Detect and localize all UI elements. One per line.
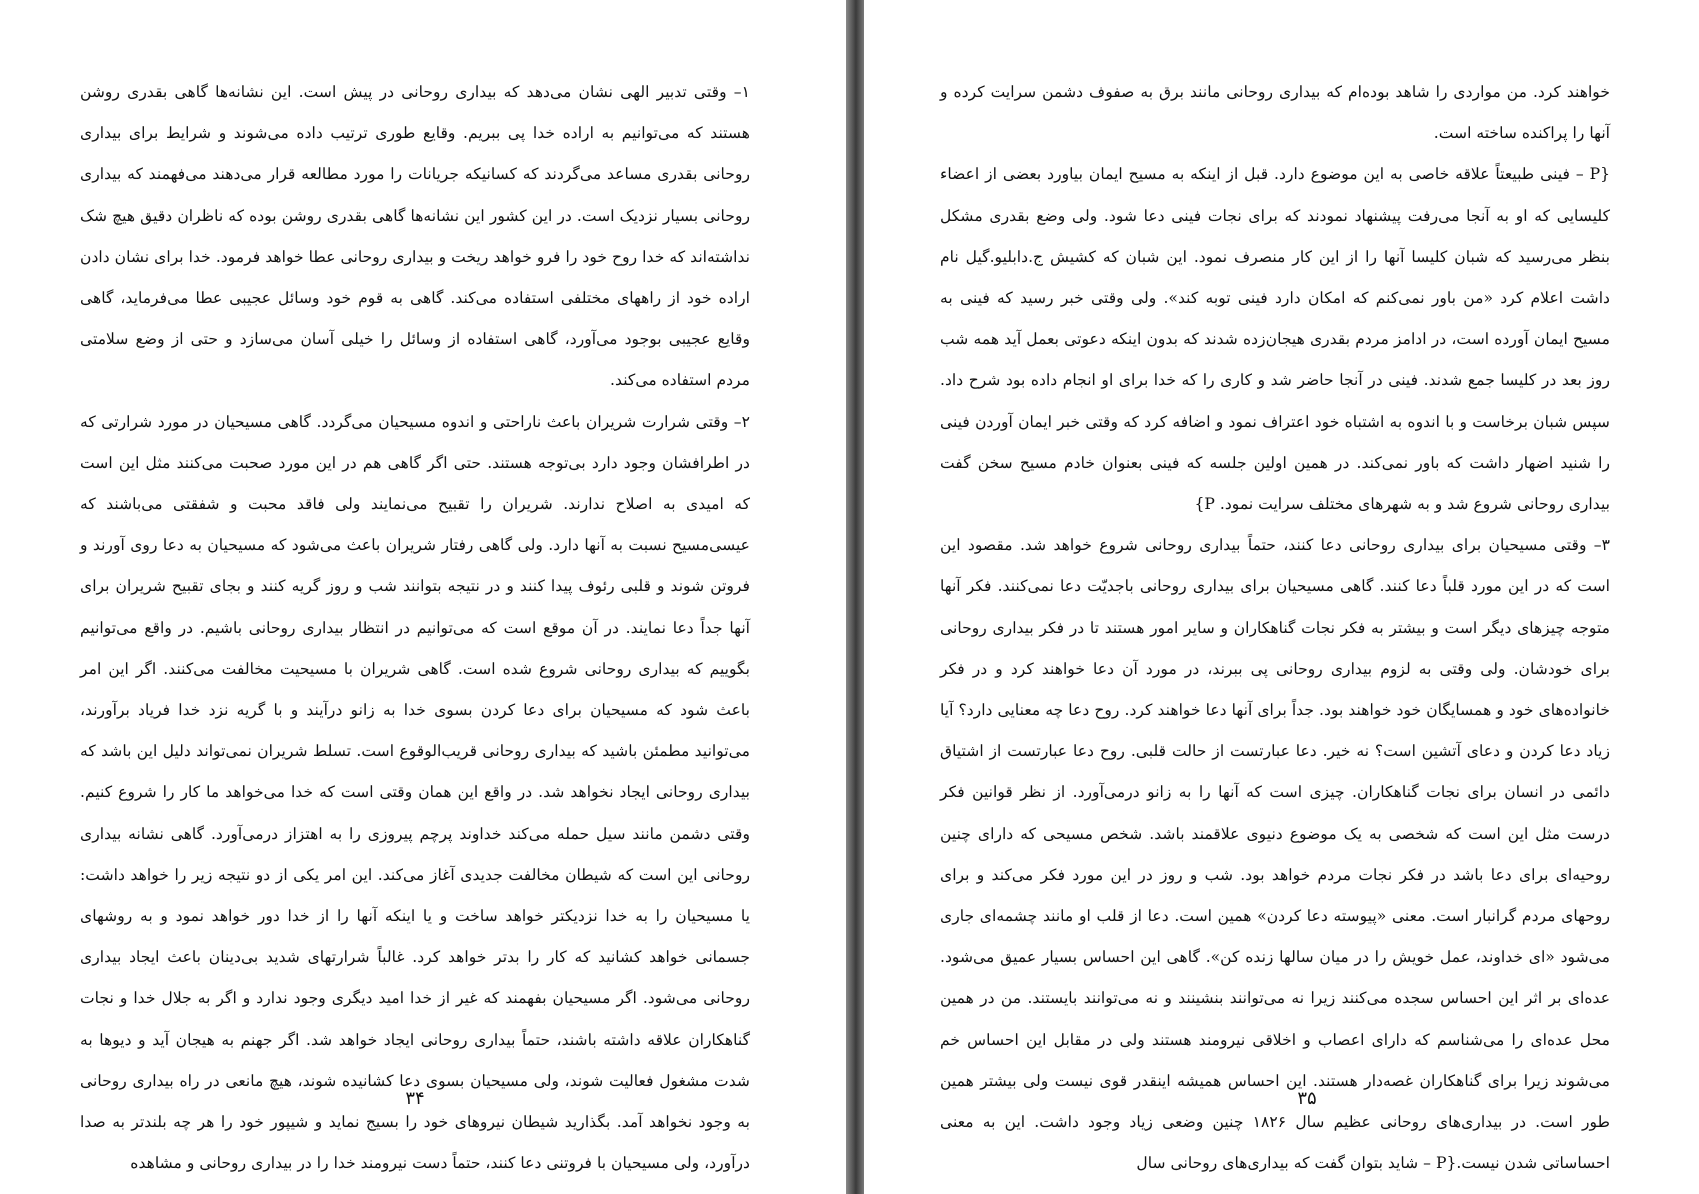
paragraph: ۱– وقتی تدبیر الهی نشان می‌دهد که بیداری روحانی در پیش است. این نشانه‌ها گاهی بقدری روشن هستند که می‌توانیم به اراده خدا پی ببریم. وقایع طوری ترتیب داده می‌شوند و شرایط برای بیداری روحانی بقدری مساعد می‌گردند که کسانیکه جریانات را مورد مطالعه قرار می‌دهند می‌فهمند که بیداری روحانی بسیار نزدیک است. در این کشور این نشانه‌ها گاهی بقدری روشن بوده که ناظران دقیق هیچ شک نداشته‌اند که خدا روح خود را فرو خواهد ریخت و بیداری روحانی عطا خواهد فرمود. خدا برای نشان دادن اراده خود از راههای مختلفی استفاده می‌کند. گاهی به قوم خود وسائل عجیبی عطا می‌فرماید، گاهی وقایع عجیبی بوجود می‌آورد، گاهی استفاده از وسائل را خیلی آسان می‌سازد و حتی از وضع سلامتی مردم استفاده می‌کند. xyxy=(80,83,750,390)
page-number: ۳۴ xyxy=(405,1088,425,1109)
paragraph: ۲– وقتی شرارت شریران باعث ناراحتی و اندوه مسیحیان می‌گردد. گاهی مسیحیان در مورد شرارتی که در اطرافشان وجود دارد بی‌توجه هستند. حتی اگر گاهی هم در این مورد صحبت می‌کنند مثل این است که امیدی به اصلاح ندارند. شریران را تقبیح می‌نمایند ولی فاقد محبت و شفقتی می‌باشند که عیسی‌مسیح نسبت به آنها دارد. ولی گاهی رفتار شریران باعث می‌شود که مسیحیان به دعا روی آورند و فروتن شوند و قلبی رئوف پیدا کنند و در نتیجه بتوانند شب و روز گریه کنند و بجای تقبیح شریران برای آنها جداً دعا نمایند. در آن موقع است که می‌توانیم در انتظار بیداری روحانی باشیم. در واقع می‌توانیم بگوییم که بیداری روحانی شروع شده است. گاهی شریران با مسیحیت مخالفت می‌کنند. اگر این امر باعث شود که مسیحیان برای دعا کردن بسوی خدا به زانو درآیند و با گریه نزد خدا فریاد برآورند، می‌توانید مطمئن باشید که بیداری روحانی قریب‌الوقوع است. تسلط شریران نمی‌تواند دلیل این باشد که بیداری روحانی ایجاد نخواهد شد. در واقع این همان وقتی است که خدا می‌خواهد ما کار را شروع کنیم. وقتی دشمن مانند سیل حمله می‌کند خداوند پرچم پیروزی را به اهتزاز درمی‌آورد. گاهی نشانه بیداری روحانی این است که شیطان مخالفت جدیدی آغاز می‌کند. این امر یکی از دو نتیجه زیر را خواهد داشت: یا مسیحیان را به خدا نزدیکتر خواهد ساخت و یا اینکه آنها را از خدا دور خواهد نمود و به روشهای جسمانی خواهد کشانید که کار را بدتر خواهد کرد. غالباً شرارتهای شدید بی‌دینان باعث ایجاد بیداری روحانی می‌شود. اگر مسیحیان بفهمند که غیر از خدا امید دیگری وجود ندارد و اگر به جلال خدا و نجات گناهکاران علاقه داشته باشند، حتماً بیداری روحانی ایجاد خواهد شد. اگر جهنم به هیجان آید و دیوها به شدت مشغول فعالیت شوند، ولی مسیحیان بسوی دعا کشانیده شوند، هیچ مانعی در راه بیداری روحانی به وجود نخواهد آمد. بگذارید شیطان نیروهای خود را بسیج نماید و شیپور خود را هر چه بلندتر به صدا درآورد، ولی مسیحیان با فروتنی دعا کنند، حتماً دست نیرومند خدا را در بیداری روحانی و مشاهده xyxy=(80,412,750,1173)
page-number: ۳۵ xyxy=(1297,1088,1317,1109)
right-page xyxy=(864,0,1699,1194)
right-page-text xyxy=(940,72,1610,1184)
paragraph: خواهند کرد. من مواردی را شاهد بوده‌ام که بیداری روحانی مانند برق به صفوف دشمن سرایت کرده و آنها را پراکنده ساخته است. xyxy=(940,83,1610,143)
paragraph: ۳– وقتی مسیحیان برای بیداری روحانی دعا کنند، حتماً بیداری روحانی شروع خواهد شد. مقصود این است که در این مورد قلباً دعا کنند. گاهی مسیحیان برای بیداری روحانی باجدیّت دعا نمی‌کنند. فکر آنها متوجه چیزهای دیگر است و بیشتر به فکر نجات گناهکاران و سایر امور هستند تا در فکر بیداری روحانی برای خودشان. ولی وقتی به لزوم بیداری روحانی پی ببرند، در مورد آن دعا خواهند کرد و در فکر خانواده‌های خود و همسایگان خود خواهند بود. جداً برای آنها دعا خواهند کرد. روح دعا چه معنایی دارد؟ آیا زیاد دعا کردن و دعای آتشین است؟ نه خیر. دعا عبارتست از حالت قلبی. روح دعا عبارتست از اشتیاق دائمی در انسان برای نجات گناهکاران. چیزی است که آنها را به زانو درمی‌آورد. از نظر قوانین فکر درست مثل این است که شخصی به یک موضوع دنیوی علاقمند باشد. شخص مسیحی که دارای چنین روحیه‌ای برای دعا باشد در فکر نجات مردم خواهد بود. شب و روز در این مورد فکر می‌کند و برای روحهای مردم گرانبار است. معنی «پیوسته دعا کردن» همین است. دعا از قلب او مانند چشمه‌ای جاری می‌شود «ای خداوند، عمل خویش را در میان سالها زنده کن». گاهی این احساس بسیار عمیق می‌شود. عده‌ای بر اثر این احساس سجده می‌کنند زیرا نه می‌توانند بنشینند و نه می‌توانند بایستند. من در همین محل عده‌ای را می‌شناسم که دارای اعصاب و اخلاقی نیرومند هستند ولی در مقابل این احساس خم می‌شوند زیرا برای گناهکاران غصه‌دار هستند. این احساس همیشه اینقدر قوی نیست ولی بیشتر همین طور است. در بیداری‌های روحانی عظیم سال ۱۸۲۶ چنین وضعی زیاد وجود داشت. این به معنی احساساتی شدن نیست.{P – شاید بتوان گفت که بیداری‌های روحانی سال xyxy=(940,536,1610,1173)
left-page xyxy=(0,0,846,1194)
left-page-text xyxy=(80,72,750,1184)
paragraph: {P – فینی طبیعتاً علاقه خاصی به این موضوع دارد. قبل از اینکه به مسیح ایمان بیاورد بعضی از اعضاء کلیسایی که او به آنجا می‌رفت پیشنهاد نمودند که برای نجات فینی دعا شود. ولی وضع بقدری مشکل بنظر می‌رسید که شبان کلیسا آنها را از این کار منصرف نمود. این شبان که کشیش ج.دابلیو.گیل نام داشت اعلام کرد «من باور نمی‌کنم که امکان دارد فینی توبه کند». ولی وقتی خبر رسید که فینی به مسیح ایمان آورده است، در ادامز مردم بقدری هیجان‌زده شدند که بدون اینکه دعوتی بعمل آید همه شب روز بعد در کلیسا جمع شدند. فینی در آنجا حاضر شد و کاری را که خدا برای او انجام داده بود شرح داد. سپس شبان برخاست و با اندوه به اشتباه خود اعتراف نمود و اضافه کرد که وقتی خبر ایمان آوردن فینی را شنید اضهار داشت که باور نمی‌کند. در همین اولین جلسه که فینی بعنوان خادم مسیح سخن گفت بیداری روحانی شروع شد و به شهرهای مختلف سرایت نمود. P} xyxy=(940,165,1610,514)
book-gutter xyxy=(846,0,864,1194)
